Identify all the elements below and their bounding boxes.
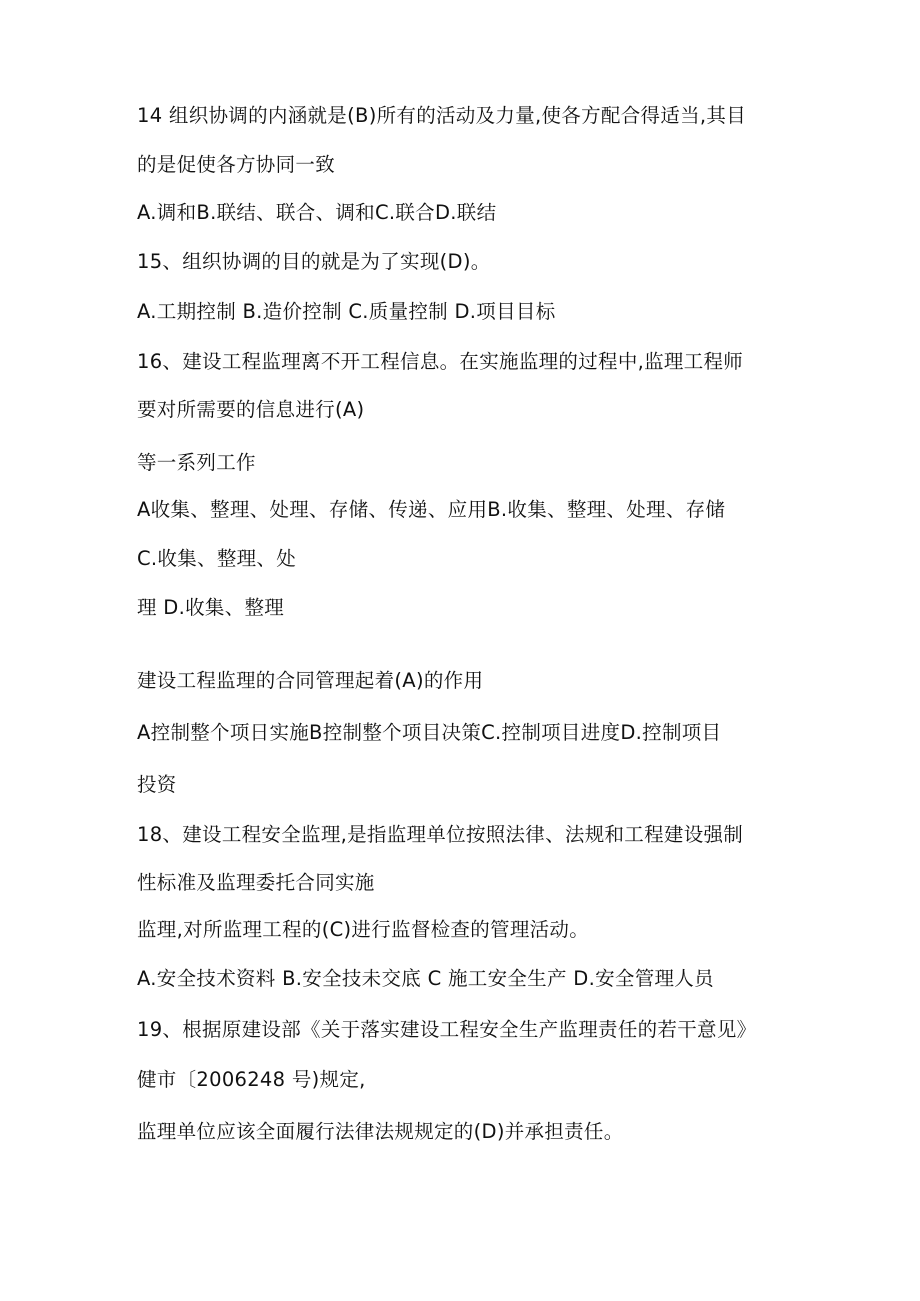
text-line: 投资 [137, 773, 177, 796]
text-line: 14 组织协调的内涵就是(B)所有的活动及力量,使各方配合得适当,其目 [137, 104, 747, 127]
text-line: 19、根据原建设部《关于落实建设工程安全生产监理责任的若干意见》 [137, 1018, 757, 1041]
text-line: A控制整个项日实施B控制整个项目决策C.控制项目进度D.控制项目 [137, 721, 722, 744]
text-line: 监理,对所监理工程的(C)进行监督检查的管理活动。 [137, 918, 590, 941]
text-line: 健市〔2006248 号)规定, [137, 1068, 366, 1091]
text-line: 要对所需要的信息进行(A) [137, 398, 365, 421]
text-line: C.收集、整理、处 [137, 547, 297, 570]
text-line: 监理单位应该全面履行法律法规规定的(D)并承担责任。 [137, 1120, 624, 1143]
text-line: A收集、整理、处理、存储、传递、应用B.收集、整理、处理、存储 [137, 498, 726, 521]
text-line: 18、建设工程安全监理,是指监理单位按照法律、法规和工程建设强制 [137, 823, 744, 846]
text-line: A.调和B.联结、联合、调和C.联合D.联结 [137, 201, 497, 224]
text-line: A.工期控制 B.造价控制 C.质量控制 D.项目目标 [137, 300, 556, 323]
text-line: 等一系列工作 [137, 451, 256, 474]
text-line: 理 D.收集、整理 [137, 596, 285, 619]
text-line: 的是促使各方协同一致 [137, 153, 336, 176]
text-line: 15、组织协调的目的就是为了实现(D)。 [137, 250, 491, 273]
text-line: A.安全技术资料 B.安全技未交底 C 施工安全生产 D.安全管理人员 [137, 967, 714, 990]
text-line: 16、建设工程监理离不开工程信息。在实施监理的过程中,监理工程师 [137, 350, 744, 373]
text-line: 建设工程监理的合同管理起着(A)的作用 [137, 669, 484, 692]
text-line: 性标准及监理委托合同实施 [137, 871, 375, 894]
